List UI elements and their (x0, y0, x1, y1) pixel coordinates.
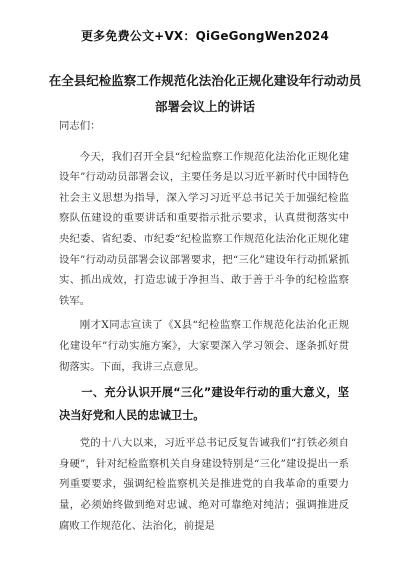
document-body (59, 116, 349, 540)
header-note: 更多免费公文+VX：QiGeGongWen2024 (80, 29, 329, 43)
body-paragraph-1: 今天，我们召开全县“纪检监察工作规范化法治化正规化建设年”行动动员部署会议，主要任务是以习近平新时代中国特色社会主义思想为指导，深入学习习近平总书记关于加强纪检监察队伍建设的重要讲话和重要指示批示要求，认真贯彻落实中央纪委、省纪委、市纪委“纪检监察工作规范化法治化正规化建设年”行动动员部署会议部署要求，把“三化”建设年行动抓紧抓实、抓出成效，打造忠诚于净担当、敢于善于斗争的纪检监察铁军。 (59, 150, 349, 307)
title-line-1: 在全县纪检监察工作规范化法治化正规化建设年行动动员 (48, 73, 362, 88)
section-heading-1: 一、充分认识开展“三化”建设年行动的重大意义，坚决当好党和人民的忠诚卫士。 (59, 386, 349, 423)
title-line-2: 部署会议上的讲话 (154, 99, 255, 114)
body-paragraph-2: 刚才X同志宣读了《X县“纪检监察工作规范化法治化正规化建设年”行动实施方案》，大家要深入学习领会、逐条抓好贯彻落实。下面，我讲三点意见。 (59, 319, 349, 373)
salutation: 同志们： (59, 120, 101, 132)
section-paragraph-1: 党的十八大以来，习近平总书记反复告诫我们“打铁必须自身硬”，针对纪检监察机关自身建设特别是“三化”建设提出一系列重要要求，强调纪检监察机关是推进党的自我革命的重要力量，必须始终做到绝对忠诚、绝对可靠绝对纯洁；强调推进反腐败工作规范化、法治化，前提是 (59, 437, 349, 532)
document-title (40, 68, 370, 120)
